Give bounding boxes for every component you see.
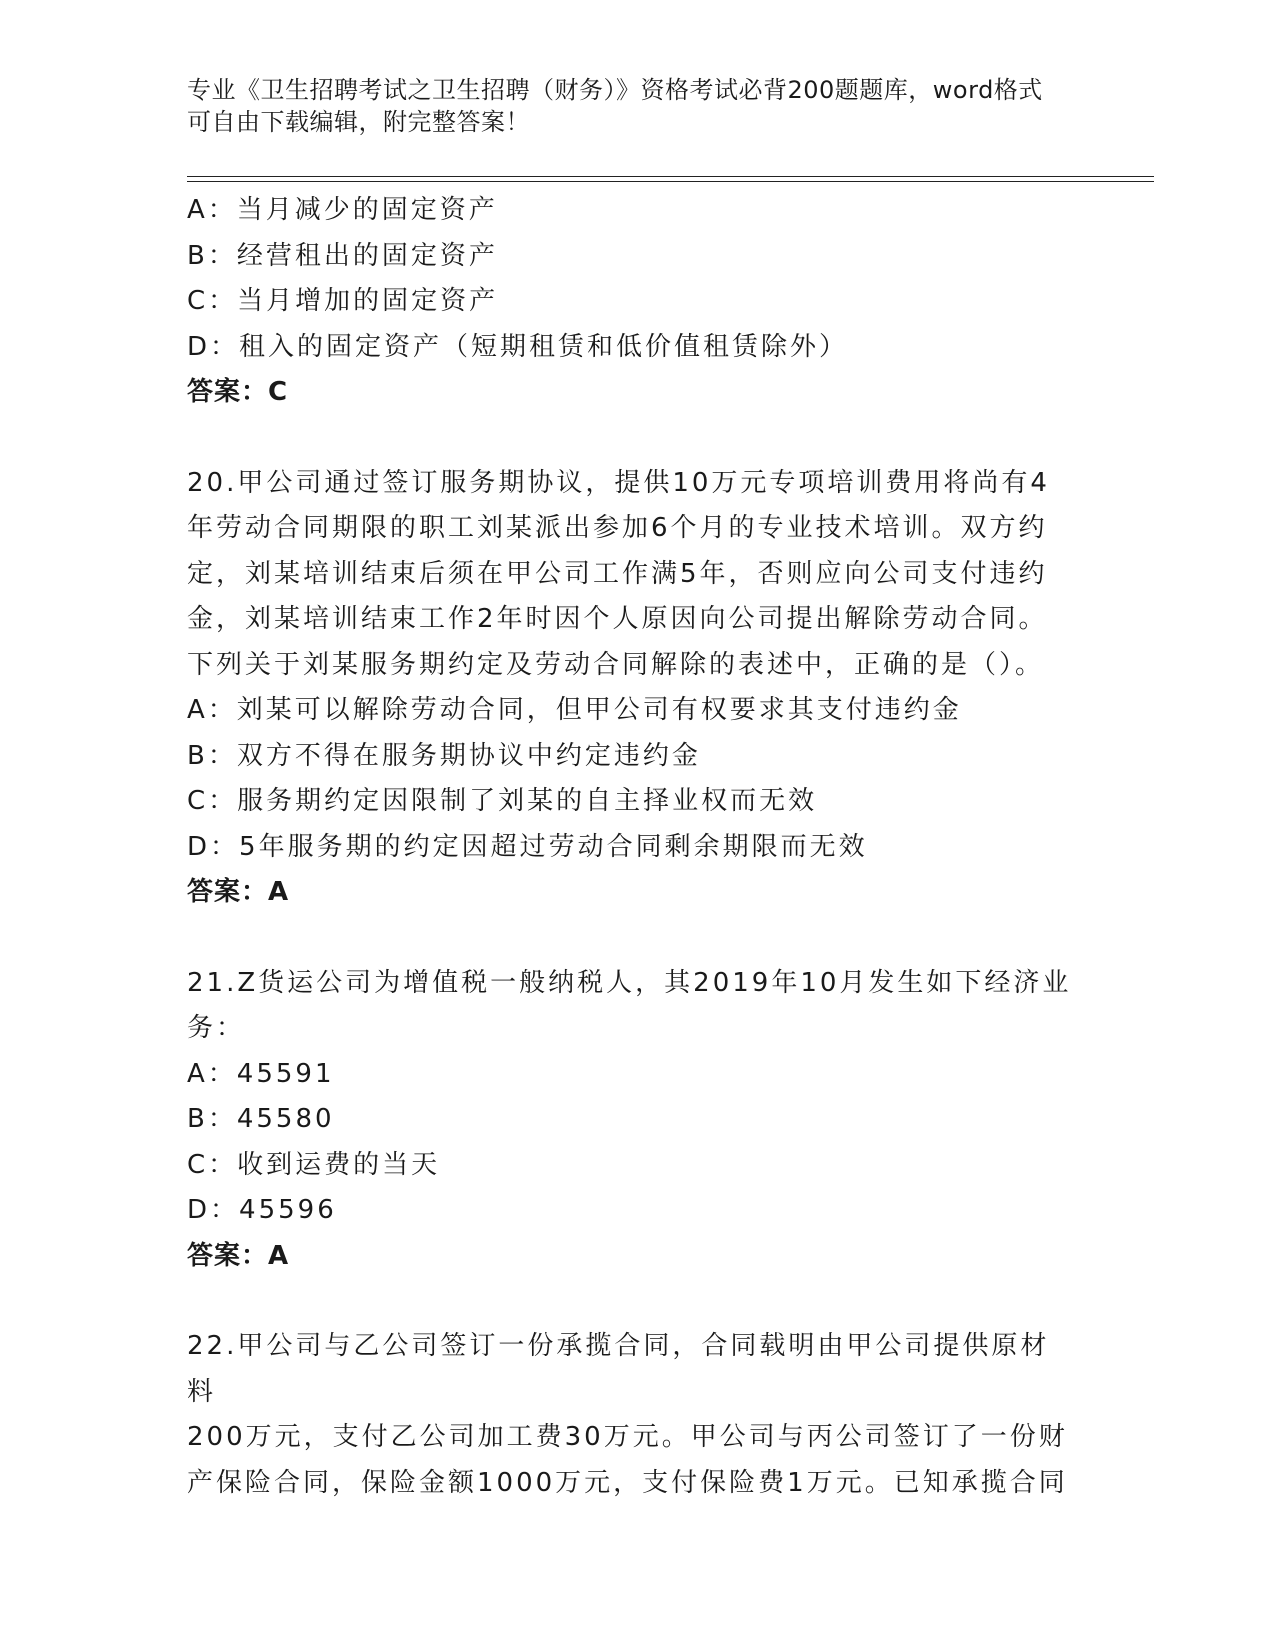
question-text-line: 21.Z货运公司为增值税一般纳税人，其2019年10月发生如下经济业 [187, 967, 1072, 998]
option-d: D：租入的固定资产（短期租赁和低价值租赁除外） [187, 331, 849, 362]
option-a: A：刘某可以解除劳动合同，但甲公司有权要求其支付违约金 [187, 695, 962, 725]
option-a: A：当月减少的固定资产 [187, 195, 498, 225]
question-text-line: 22.甲公司与乙公司签订一份承揽合同，合同载明由甲公司提供原材料 [187, 1331, 1050, 1407]
option-c: C：当月增加的固定资产 [187, 286, 499, 316]
question-text-line: 务： [187, 1013, 246, 1043]
option-b: B：经营租出的固定资产 [187, 240, 498, 271]
option-c: C：收到运费的当天 [187, 1149, 441, 1180]
question-text-line: 定，刘某培训结束后须在甲公司工作满5年，否则应向公司支付违约 [187, 558, 1048, 589]
question-20 [187, 461, 1072, 916]
option-d: D：45596 [187, 1195, 337, 1225]
question-19 [187, 188, 1072, 416]
option-b: B：双方不得在服务期协议中约定违约金 [187, 740, 701, 771]
question-text-line: 20.甲公司通过签订服务期协议，提供10万元专项培训费用将尚有4 [187, 467, 1050, 498]
question-text-line: 产保险合同，保险金额1000万元，支付保险费1万元。已知承揽合同 [187, 1467, 1068, 1498]
question-text-line: 年劳动合同期限的职工刘某派出参加6个月的专业技术培训。双方约 [187, 513, 1048, 543]
answer: 答案：A [187, 1240, 290, 1271]
option-b: B：45580 [187, 1104, 335, 1134]
question-text-line: 200万元，支付乙公司加工费30万元。甲公司与丙公司签订了一份财 [187, 1422, 1068, 1452]
header-divider-bottom [187, 181, 1154, 182]
answer: 答案：A [187, 877, 290, 907]
question-text-line: 金，刘某培训结束工作2年时因个人原因向公司提出解除劳动合同。 [187, 604, 1048, 634]
document-header [187, 74, 1067, 138]
header-line-1: 专业《卫生招聘考试之卫生招聘（财务）》资格考试必背200题题库，word格式 [187, 76, 1043, 104]
option-c: C：服务期约定因限制了刘某的自主择业权而无效 [187, 786, 818, 816]
answer: 答案：C [187, 377, 289, 407]
question-22 [187, 1324, 1072, 1506]
document-body [187, 188, 1072, 1506]
header-divider-top [187, 176, 1154, 177]
option-d: D：5年服务期的约定因超过劳动合同剩余期限而无效 [187, 831, 868, 862]
question-text-line: 下列关于刘某服务期约定及劳动合同解除的表述中，正确的是（）。 [187, 649, 1045, 680]
question-21 [187, 961, 1072, 1280]
header-line-2: 可自由下载编辑，附完整答案！ [187, 108, 530, 136]
option-a: A：45591 [187, 1058, 335, 1089]
